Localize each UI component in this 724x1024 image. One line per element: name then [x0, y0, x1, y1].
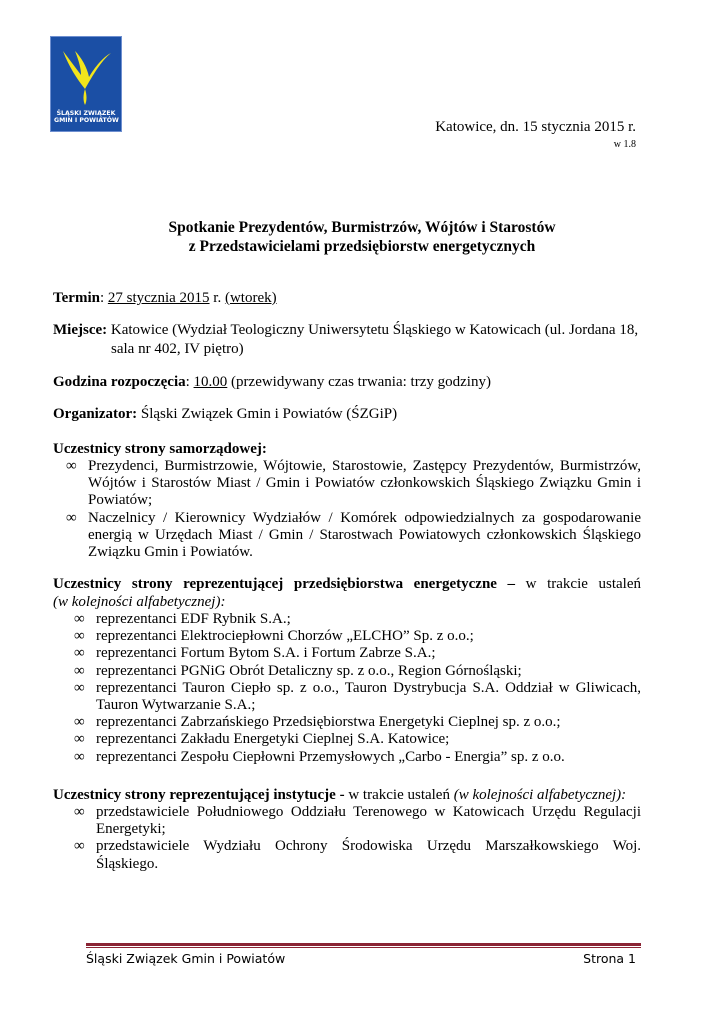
energetyczne-heading: [53, 576, 641, 611]
organizator-value: Śląski Związek Gmin i Powiatów (ŚZGiP): [140, 406, 398, 422]
miejsce-label: Miejsce:: [53, 322, 108, 338]
organizator-label: Organizator:: [53, 406, 138, 422]
list-item-text: reprezentanci Elektrociepłowni Chorzów „ELCHO” Sp. z o.o.;: [96, 628, 474, 645]
infinity-bullet-icon: ∞: [74, 804, 85, 820]
list-item-text: Naczelnicy / Kierownicy Wydziałów / Komórek odpowiedzialnych za gospodarowanie energią w Urzędach Miast / Gmin / Starostwach Powiatowych członkowskich Śląskiego Związku Gmin i Powiatów.: [88, 509, 641, 561]
termin-date: 27 stycznia 2015: [107, 290, 210, 306]
list-item-text: reprezentanci Zespołu Ciepłowni Przemysłowych „Carbo - Energia” sp. z o.o.: [96, 748, 565, 765]
organizator-row: [53, 405, 641, 424]
miejsce-line1: Katowice (Wydział Teologiczny Uniwersytetu Śląskiego w Katowicach (ul. Jordana 18,: [110, 322, 639, 338]
termin-weekday: (wtorek): [224, 290, 277, 306]
energetyczne-heading-tail: w trakcie ustaleń: [515, 576, 641, 592]
organization-logo: [50, 36, 122, 132]
infinity-bullet-icon: ∞: [66, 458, 77, 474]
list-item-text: Prezydenci, Burmistrzowie, Wójtowie, Starostowie, Zastępcy Prezydentów, Burmistrzów, Wójtów i Starostów Miast / Gmin i Powiatów członkowskich Śląskiego Związku Gmin i Powiatów;: [88, 458, 641, 509]
infinity-bullet-icon: ∞: [74, 662, 85, 679]
infinity-bullet-icon: ∞: [74, 731, 85, 748]
godzina-row: Godzina rozpoczęcia: 10.00 (przewidywany czas trwania: trzy godziny): [53, 374, 491, 390]
version-label: w 1.8: [613, 139, 636, 150]
list-item: [74, 838, 641, 872]
samorzad-list: [66, 458, 641, 561]
infinity-bullet-icon: ∞: [66, 509, 77, 526]
list-item: [74, 628, 641, 645]
instytucje-heading-italic: (w kolejności alfabetycznej):: [453, 787, 627, 803]
termin-label: Termin: [53, 290, 100, 306]
miejsce-line2: sala nr 402, IV piętro): [111, 341, 244, 357]
energetyczne-list: [74, 611, 641, 766]
infinity-bullet-icon: ∞: [74, 838, 85, 855]
energetyczne-subnote: (w kolejności alfabetycznej):: [53, 593, 226, 610]
energetyczne-heading-text: Uczestnicy strony reprezentującej przedsiębiorstwa energetyczne –: [53, 576, 516, 592]
godzina-label: Godzina rozpoczęcia: [53, 374, 186, 390]
godzina-note: (przewidywany czas trwania: trzy godziny): [227, 374, 491, 390]
list-item: [66, 458, 641, 510]
footer-rule-thick: [86, 943, 641, 946]
list-item-text: reprezentanci Zakładu Energetyki Cieplnej S.A. Katowice;: [96, 731, 450, 748]
instytucje-heading-text: Uczestnicy strony reprezentującej instytucje -: [53, 787, 345, 803]
termin-suffix: r.: [209, 290, 225, 306]
infinity-bullet-icon: ∞: [74, 611, 85, 627]
instytucje-heading-tail: w trakcie ustaleń: [344, 787, 454, 803]
logo-bird-emblem-icon: [59, 45, 115, 107]
list-item: [66, 509, 641, 562]
list-item-text: reprezentanci Fortum Bytom S.A. i Fortum Zabrze S.A.;: [96, 645, 436, 662]
list-item: [74, 679, 641, 714]
infinity-bullet-icon: ∞: [74, 714, 85, 731]
logo-text-line2: GMIN I POWIATÓW: [54, 117, 119, 124]
footer-rule-thin: [86, 947, 641, 948]
list-item: [74, 645, 641, 662]
list-item: [74, 731, 641, 748]
footer-organization: Śląski Związek Gmin i Powiatów: [86, 951, 286, 966]
samorzad-heading: [53, 440, 641, 459]
instytucje-list: [74, 804, 641, 873]
title-line2: z Przedstawicielami przedsiębiorstw energetycznych: [188, 238, 536, 255]
list-item: [74, 804, 641, 838]
list-item-text: przedstawiciele Południowego Oddziału Terenowego w Katowicach Urzędu Regulacji Energetyki;: [96, 804, 641, 838]
list-item: [74, 714, 641, 731]
date-line: Katowice, dn. 15 stycznia 2015 r.: [435, 119, 636, 135]
infinity-bullet-icon: ∞: [74, 628, 85, 645]
list-item: [74, 662, 641, 680]
title-line1: Spotkanie Prezydentów, Burmistrzów, Wójtów i Starostów: [168, 219, 556, 236]
footer-page-number: Strona 1: [583, 951, 636, 966]
list-item: [74, 748, 641, 766]
list-item-text: reprezentanci Tauron Ciepło sp. z o.o., Tauron Dystrybucja S.A. Oddział w Gliwicach, Tauron Wytwarzanie S.A.;: [96, 679, 641, 714]
list-item: [74, 611, 641, 628]
infinity-bullet-icon: ∞: [74, 645, 85, 662]
infinity-bullet-icon: ∞: [74, 679, 85, 696]
miejsce-row: [53, 321, 641, 359]
list-item-text: przedstawiciele Wydziału Ochrony Środowiska Urzędu Marszałkowskiego Woj. Śląskiego.: [96, 838, 641, 872]
list-item-text: reprezentanci PGNiG Obrót Detaliczny sp. z o.o., Region Górnośląski;: [96, 662, 522, 679]
instytucje-heading: [53, 786, 641, 805]
list-item-text: reprezentanci EDF Rybnik S.A.;: [96, 611, 291, 627]
godzina-time: 10.00: [193, 374, 228, 390]
infinity-bullet-icon: ∞: [74, 748, 85, 765]
termin-row: Termin: 27 stycznia 2015 r. (wtorek): [53, 290, 277, 306]
logo-text-line1: ŚLĄSKI ZWIĄZEK: [56, 110, 116, 117]
list-item-text: reprezentanci Zabrzańskiego Przedsiębiorstwa Energetyki Cieplnej sp. z o.o.;: [96, 714, 561, 731]
samorzad-heading-text: Uczestnicy strony samorządowej:: [53, 441, 267, 457]
